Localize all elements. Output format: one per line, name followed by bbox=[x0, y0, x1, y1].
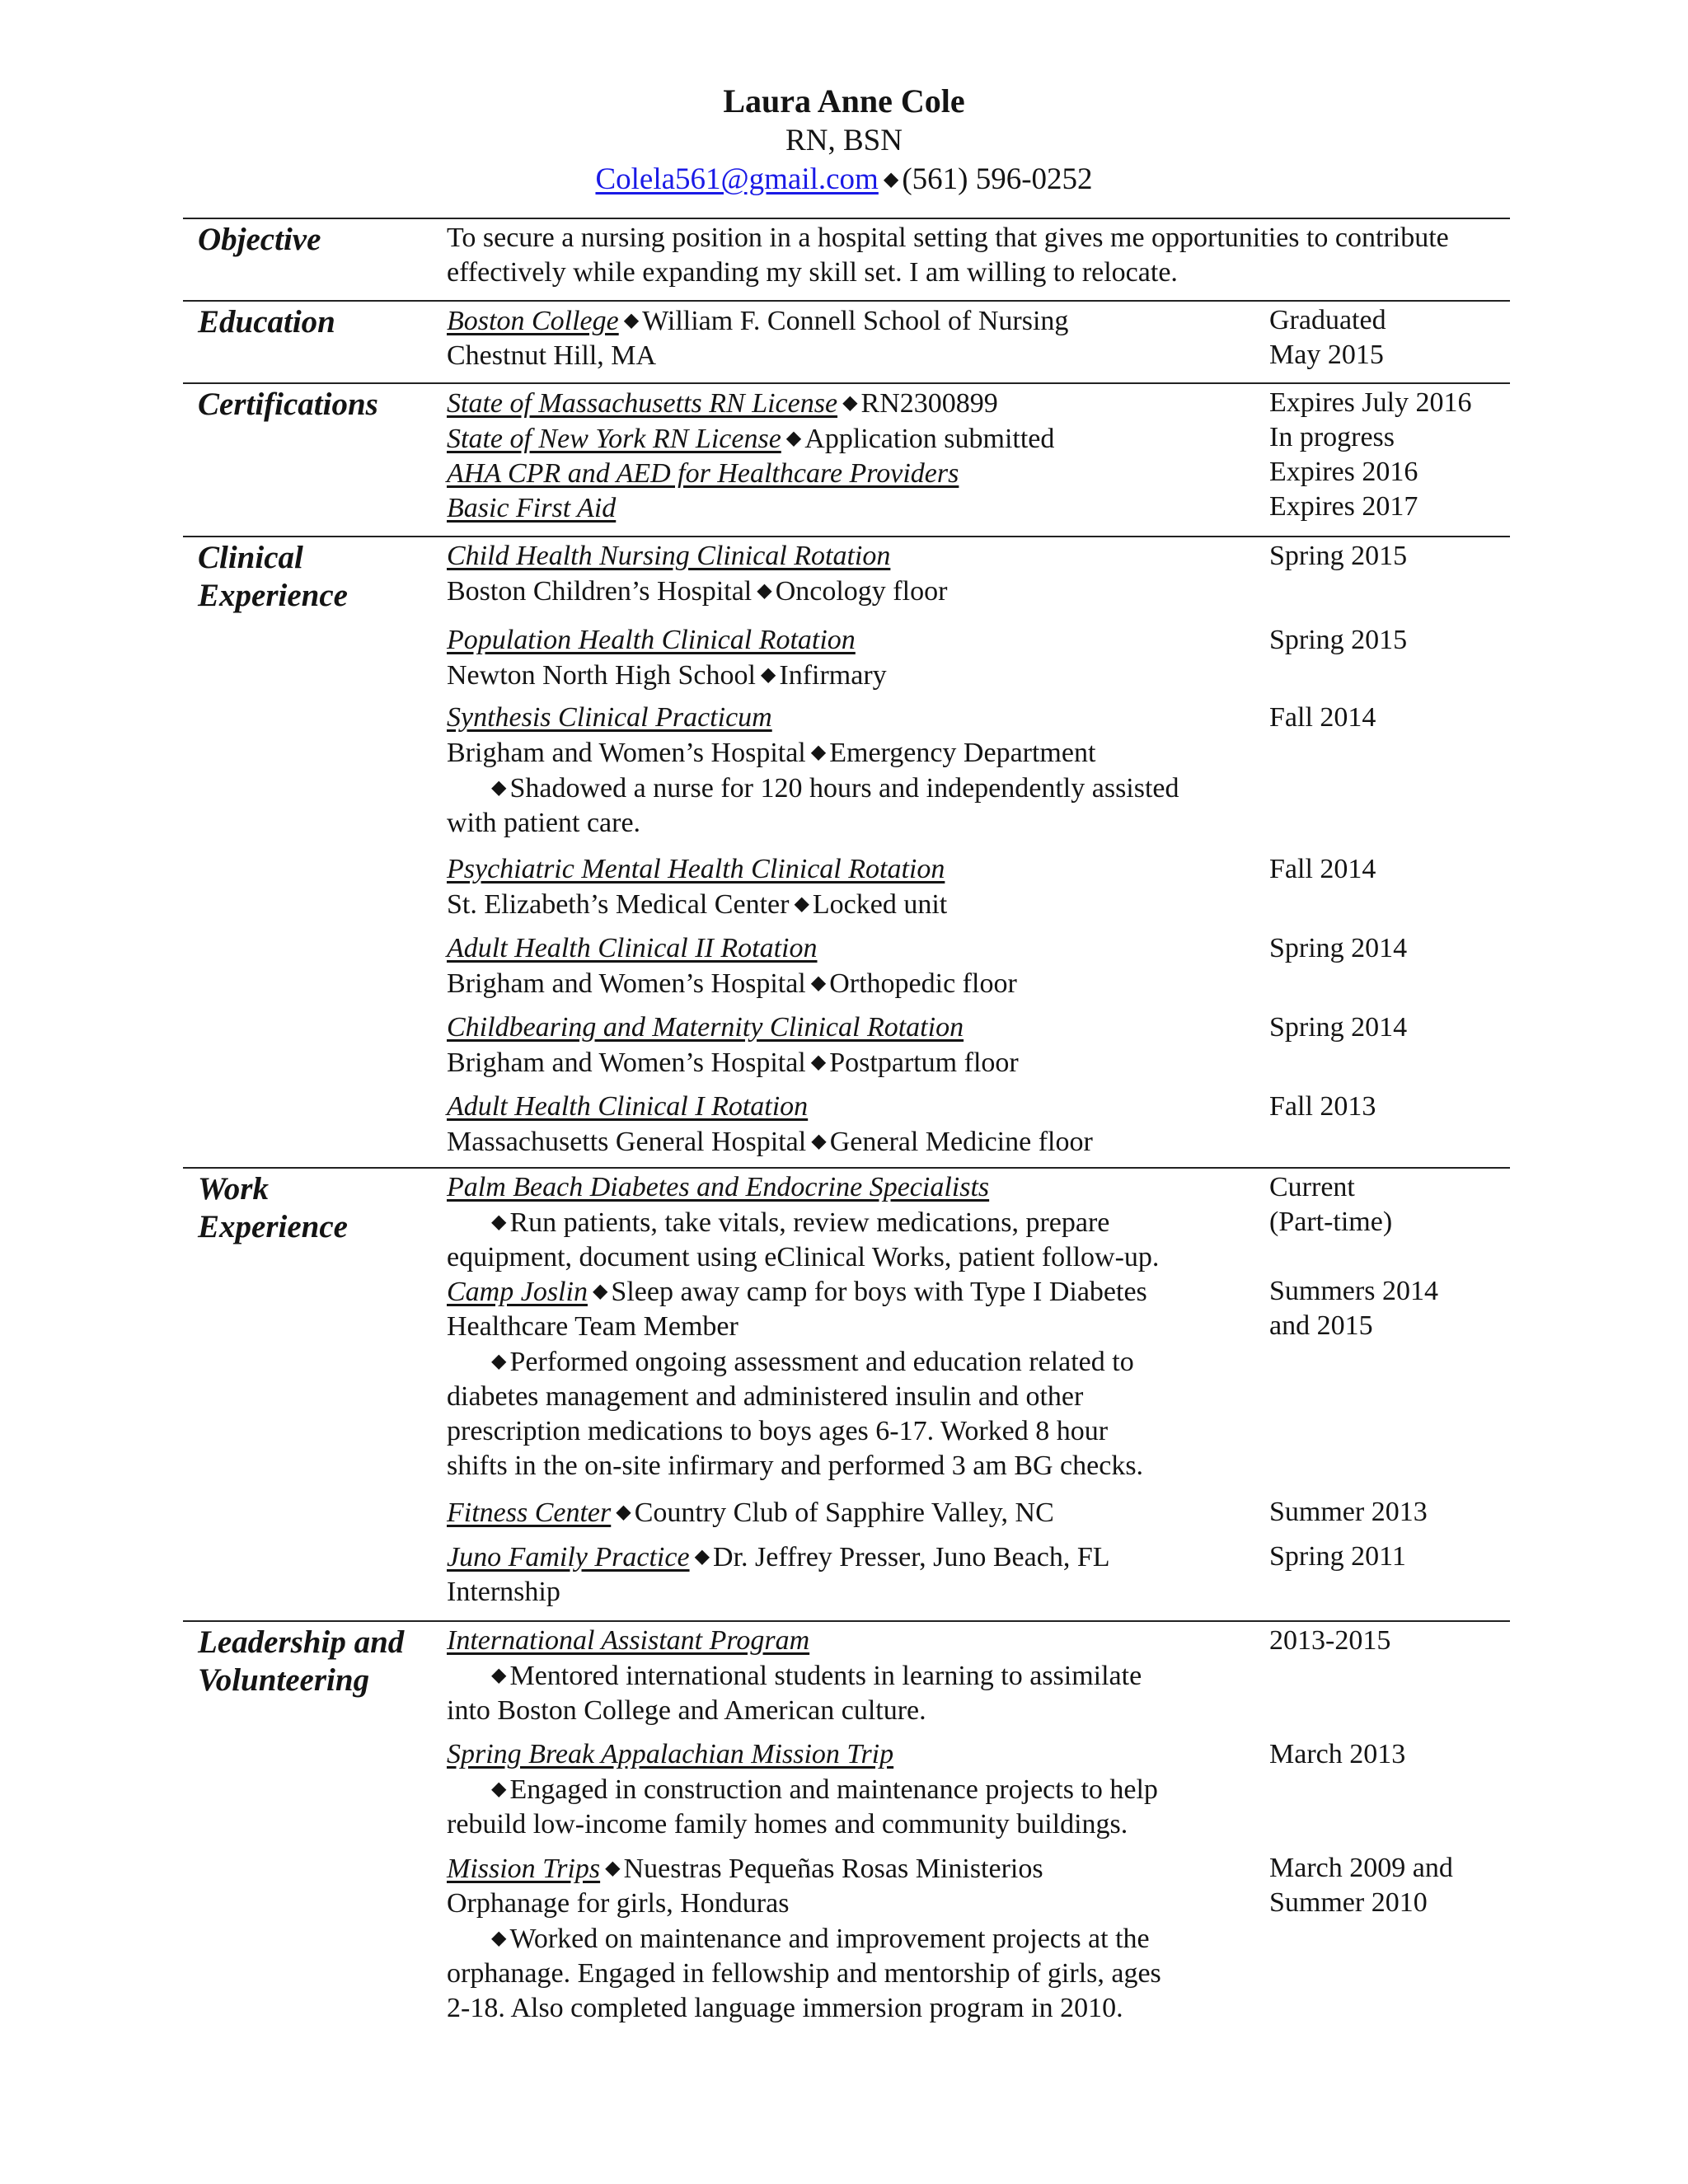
diamond-bullet-icon: ◆ bbox=[491, 1779, 507, 1800]
contact-line bbox=[0, 160, 1688, 199]
entry-date: Summers 2014 bbox=[1269, 1276, 1438, 1306]
entry-date: Spring 2015 bbox=[1269, 541, 1408, 571]
diamond-icon: ◆ bbox=[623, 310, 640, 331]
entry-place: Boston Children’s Hospital bbox=[447, 576, 753, 607]
entry-bullet-text: diabetes management and administered insulin and other bbox=[447, 1381, 1084, 1412]
leadership-section bbox=[183, 1620, 1510, 2034]
entry-bullet-text: Run patients, take vitals, review medications, prepare bbox=[509, 1207, 1110, 1238]
entry-bullet-text: Engaged in construction and maintenance projects to help bbox=[509, 1774, 1158, 1805]
diamond-bullet-icon: ◆ bbox=[491, 1351, 507, 1372]
education-section bbox=[183, 300, 1510, 384]
section-label: Clinical Experience bbox=[198, 540, 348, 613]
phone-number: (561) 596-0252 bbox=[902, 162, 1093, 196]
diamond-icon: ◆ bbox=[842, 392, 858, 414]
candidate-credentials: RN, BSN bbox=[785, 124, 903, 157]
entry-title: Population Health Clinical Rotation bbox=[447, 625, 856, 655]
entry-bullet-text: into Boston College and American culture. bbox=[447, 1695, 926, 1726]
entry-place: Newton North High School bbox=[447, 660, 756, 691]
entry-date: Spring 2011 bbox=[1269, 1541, 1406, 1572]
entry-detail: Dr. Jeffrey Presser, Juno Beach, FL bbox=[713, 1542, 1110, 1572]
entry-title: Palm Beach Diabetes and Endocrine Specialists bbox=[447, 1172, 990, 1202]
diamond-icon: ◆ bbox=[592, 1281, 608, 1302]
entry-bullet-text: equipment, document using eClinical Works, patient follow-up. bbox=[447, 1242, 1160, 1272]
entry-detail: Sleep away camp for boys with Type I Diabetes bbox=[611, 1277, 1147, 1307]
certification-detail: Application submitted bbox=[804, 424, 1055, 454]
diamond-icon: ◆ bbox=[794, 893, 809, 915]
entry-title: Synthesis Clinical Practicum bbox=[447, 702, 772, 733]
entry-date: Summer 2010 bbox=[1269, 1887, 1428, 1918]
diamond-icon: ◆ bbox=[810, 742, 827, 763]
diamond-icon: ◆ bbox=[694, 1546, 710, 1568]
entry-bullet-text: Mentored international students in learning to assimilate bbox=[509, 1661, 1142, 1691]
entry-place: Brigham and Women’s Hospital bbox=[447, 968, 806, 999]
diamond-icon: ◆ bbox=[810, 1052, 827, 1073]
diamond-bullet-icon: ◆ bbox=[491, 777, 507, 799]
program-name: William F. Connell School of Nursing bbox=[642, 306, 1069, 336]
entry-date: Fall 2014 bbox=[1269, 702, 1376, 733]
certification-status: Expires July 2016 bbox=[1269, 387, 1472, 418]
objective-text: To secure a nursing position in a hospital setting that gives me opportunities to contribute effectively while expanding my skill set. I am willing to relocate. bbox=[447, 223, 1449, 288]
school-name: Boston College bbox=[447, 306, 619, 336]
entry-title: International Assistant Program bbox=[447, 1625, 810, 1656]
section-label: Leadership and Volunteering bbox=[198, 1624, 405, 1698]
entry-date: Spring 2014 bbox=[1269, 1012, 1408, 1043]
entry-unit: Emergency Department bbox=[829, 738, 1096, 768]
certification-name: AHA CPR and AED for Healthcare Providers bbox=[447, 458, 959, 489]
entry-detail: Country Club of Sapphire Valley, NC bbox=[634, 1497, 1054, 1528]
entry-bullet-text: shifts in the on-site infirmary and performed 3 am BG checks. bbox=[447, 1451, 1144, 1481]
entry-date: March 2013 bbox=[1269, 1739, 1406, 1769]
entry-bullet-text: 2-18. Also completed language immersion program in 2010. bbox=[447, 1993, 1123, 2023]
email-link[interactable]: Colela561@gmail.com bbox=[595, 162, 879, 196]
entry-date: and 2015 bbox=[1269, 1310, 1373, 1341]
diamond-icon: ◆ bbox=[760, 664, 776, 686]
work-section bbox=[183, 1167, 1510, 1622]
entry-date: 2013-2015 bbox=[1269, 1625, 1391, 1656]
entry-title: Psychiatric Mental Health Clinical Rotation bbox=[447, 854, 945, 884]
section-label: Certifications bbox=[198, 387, 378, 422]
entry-bullet-text: prescription medications to boys ages 6-17. Worked 8 hour bbox=[447, 1416, 1109, 1446]
entry-unit: Orthopedic floor bbox=[829, 968, 1017, 999]
entry-place: Brigham and Women’s Hospital bbox=[447, 738, 806, 768]
entry-role: Healthcare Team Member bbox=[447, 1311, 738, 1342]
entry-place: St. Elizabeth’s Medical Center bbox=[447, 889, 790, 920]
section-label: Work Experience bbox=[198, 1171, 348, 1244]
entry-title: Camp Joslin bbox=[447, 1277, 588, 1307]
section-label: Education bbox=[198, 304, 335, 340]
entry-title: Child Health Nursing Clinical Rotation bbox=[447, 541, 891, 571]
entry-date: Summer 2013 bbox=[1269, 1497, 1428, 1527]
entry-date: May 2015 bbox=[1269, 340, 1384, 370]
candidate-name: Laura Anne Cole bbox=[723, 82, 965, 120]
diamond-bullet-icon: ◆ bbox=[491, 1928, 507, 1949]
certification-name: State of Massachusetts RN License bbox=[447, 388, 838, 419]
clinical-section bbox=[183, 536, 1510, 1169]
diamond-icon: ◆ bbox=[785, 428, 802, 449]
diamond-icon: ◆ bbox=[757, 580, 772, 602]
diamond-bullet-icon: ◆ bbox=[491, 1665, 507, 1686]
diamond-icon: ◆ bbox=[616, 1502, 631, 1523]
certifications-section bbox=[183, 382, 1510, 537]
certification-item bbox=[447, 491, 1238, 526]
entry-bullet-text: rebuild low-income family homes and community buildings. bbox=[447, 1809, 1128, 1840]
diamond-icon: ◆ bbox=[811, 1131, 827, 1152]
entry-date: Fall 2014 bbox=[1269, 854, 1376, 884]
diamond-icon: ◆ bbox=[810, 972, 827, 994]
certification-status: In progress bbox=[1269, 422, 1395, 452]
entry-unit: Oncology floor bbox=[775, 576, 948, 607]
objective-section bbox=[183, 218, 1510, 302]
entry-date: Current bbox=[1269, 1172, 1355, 1202]
entry-date: Spring 2015 bbox=[1269, 625, 1408, 655]
entry-bullet-text: Worked on maintenance and improvement projects at the bbox=[509, 1924, 1150, 1954]
entry-detail: Nuestras Pequeñas Rosas Ministerios bbox=[623, 1854, 1043, 1884]
entry-place: Brigham and Women’s Hospital bbox=[447, 1047, 806, 1078]
entry-role: Orphanage for girls, Honduras bbox=[447, 1888, 790, 1919]
entry-place: Massachusetts General Hospital bbox=[447, 1127, 807, 1157]
entry-title: Childbearing and Maternity Clinical Rotation bbox=[447, 1012, 964, 1043]
entry-title: Mission Trips bbox=[447, 1854, 601, 1884]
entry-unit: Postpartum floor bbox=[829, 1047, 1019, 1078]
certification-item bbox=[447, 421, 1238, 457]
school-location: Chestnut Hill, MA bbox=[447, 340, 657, 371]
section-label: Objective bbox=[198, 222, 321, 257]
entry-date: Fall 2013 bbox=[1269, 1091, 1376, 1122]
entry-bullet-text: with patient care. bbox=[447, 808, 641, 838]
certification-item bbox=[447, 457, 1238, 491]
entry-unit: Infirmary bbox=[779, 660, 887, 691]
entry-bullet-text: Performed ongoing assessment and education related to bbox=[509, 1347, 1134, 1377]
certification-detail: RN2300899 bbox=[860, 388, 998, 419]
certification-name: Basic First Aid bbox=[447, 493, 617, 523]
entry-title: Adult Health Clinical II Rotation bbox=[447, 933, 818, 963]
diamond-icon: ◆ bbox=[883, 169, 899, 190]
entry-role: Internship bbox=[447, 1577, 560, 1607]
entry-date: Graduated bbox=[1269, 305, 1386, 335]
entry-unit: General Medicine floor bbox=[829, 1127, 1093, 1157]
entry-date: Spring 2014 bbox=[1269, 933, 1408, 963]
entry-unit: Locked unit bbox=[812, 889, 948, 920]
entry-title: Juno Family Practice bbox=[447, 1542, 690, 1572]
entry-title: Spring Break Appalachian Mission Trip bbox=[447, 1739, 894, 1769]
entry-date: (Part-time) bbox=[1269, 1207, 1393, 1237]
certification-status: Expires 2017 bbox=[1269, 491, 1418, 522]
certification-name: State of New York RN License bbox=[447, 424, 781, 454]
diamond-bullet-icon: ◆ bbox=[491, 1212, 507, 1233]
entry-title: Fitness Center bbox=[447, 1497, 612, 1528]
entry-date: March 2009 and bbox=[1269, 1853, 1453, 1883]
entry-bullet-text: Shadowed a nurse for 120 hours and independently assisted bbox=[509, 773, 1179, 804]
diamond-icon: ◆ bbox=[605, 1858, 621, 1879]
entry-bullet-text: orphanage. Engaged in fellowship and mentorship of girls, ages bbox=[447, 1958, 1161, 1989]
resume-header bbox=[0, 81, 1688, 199]
certification-status: Expires 2016 bbox=[1269, 457, 1418, 487]
entry-title: Adult Health Clinical I Rotation bbox=[447, 1091, 809, 1122]
certification-item bbox=[447, 386, 1238, 421]
